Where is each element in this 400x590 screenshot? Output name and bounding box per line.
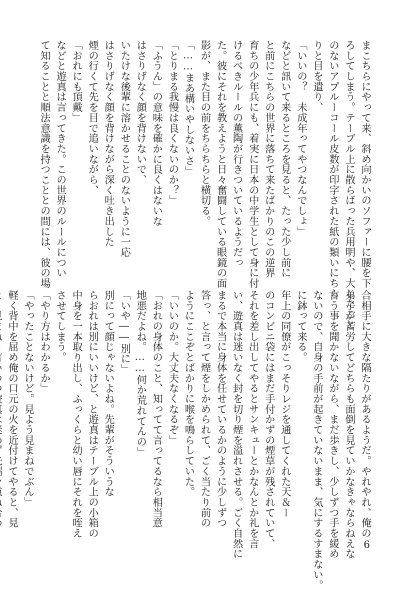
text-line: 「やったことないけど。見よう見まねでぶん」 [22,290,34,508]
text-line: それを差し出してやるとサンキューとかなんとか礼を言 [246,290,258,549]
text-line: させてしまう。 [54,290,66,363]
text-line: た。彼にそれを教えようと日々奮闘している眼鏡の面 [214,40,226,289]
text-line: 「ふうん」の意味を確かに良くはないな [150,40,162,227]
text-line: ようにここぞとばかりに喉を鳴らしていた。 [182,290,194,497]
text-line: 「おれの身体のこと、知ってて言ってるなら相当意 [150,290,162,529]
text-line: 中身を一本取り出し、ふっくらと幼い唇にそれを咥え [70,290,82,539]
text-line: はさりげなく顔を背けながら深く吐き出した [102,40,114,247]
text-line: 「やり方はわかるか」 [38,290,50,394]
text-line: りと目を遣り、 [310,40,322,113]
text-line: い、遊真は迷いなく封を切り煙を溢れさせる。ごく自然に [230,290,242,560]
text-line: 「いいの？ 未成年ってやつなんでしょ」 [294,40,306,237]
text-line: 年上の同僚がこっそりレジを通してくれた天＆ー [278,290,290,518]
text-line: 「とりまる我慢は良くないのか？」 [166,40,178,206]
text-line: て知ることと順法意識を持つこととの間には、彼の場 [38,40,50,289]
text-line: 弟子が苦労してどちらも面倒を見ていかなきゃならねえな [342,290,354,560]
text-line: 別にって顔じゃないよね。先輩がそういうな [102,290,114,497]
text-line: などと訊いて来るところを見ると、たった少し前に [278,40,290,279]
text-block-bottom [5,290,372,590]
text-line: まるで本当に身体を任せているかのように少しずつ [214,290,226,529]
text-line: 影が、また目の前をちらちらと横切る。 [198,40,210,227]
text-line: 「おれにも頂戴」 [70,40,82,123]
text-line: はさりげなく顔を背けないで、 [134,40,146,185]
text-line: 煙の行くて先を目で追いながら、 [86,40,98,196]
text-line: 地悪だよね。……何か荒れてんの」 [134,290,146,458]
text-line: などと遊真は言ってきた。この世界のルールについ [54,40,66,279]
text-line: 合相手に大きな隔たりがあるようだ。やれやれ、俺の [359,290,370,539]
text-line: 育ちの少年兵にも、着実に日本の中学生として身に付 [246,40,258,289]
text-line: に鉢って来る。 [294,290,306,363]
text-line: らおれは別にいいけど、と遊真はテーブル上の小箱の [86,290,98,539]
text-line: 軽く背中を屈め俺の口元の火を近付けてやると、見 [5,290,17,529]
text-line: いたけな後輩に溶かせることのないように一応 [118,40,130,258]
text-line: 「いいのか。大丈夫なくなるぞ」 [166,290,178,446]
text-line: のコンビニ袋にはまだ手付かずの煙草が残されていて、 [262,290,274,549]
text-line: ないので、自身の手前が起きていないまま、気にするすまない。 [310,290,322,590]
text-line: ろしてしまう。テーブル上に散らばった兵用明や、大したこと [342,40,354,330]
page-number: 6 [363,540,370,551]
text-line: 言う事を聞かないながら、まだ歩きし、少しずつ手を緩め [326,290,338,560]
text-line [0,290,3,540]
text-line: 「いや――別に」 [118,290,130,375]
text-line: のないアプルーコール皮数が印字された紙の類いにちら [326,40,338,299]
text-line: けるべきルールの薫陶が行きついているようだっ [230,40,242,268]
text-line: まこちらにやって来、斜め向かいのソファーに腰を下 [359,40,370,289]
text-line: 答っ、と言って煙をしかめられて、ごく当たり前の [198,290,210,529]
text-line: 「……まあ構いやしないさ」 [182,40,194,177]
text-line: と前にこちらの世界に落ちて来たばかりのこの逆界 [262,40,274,279]
